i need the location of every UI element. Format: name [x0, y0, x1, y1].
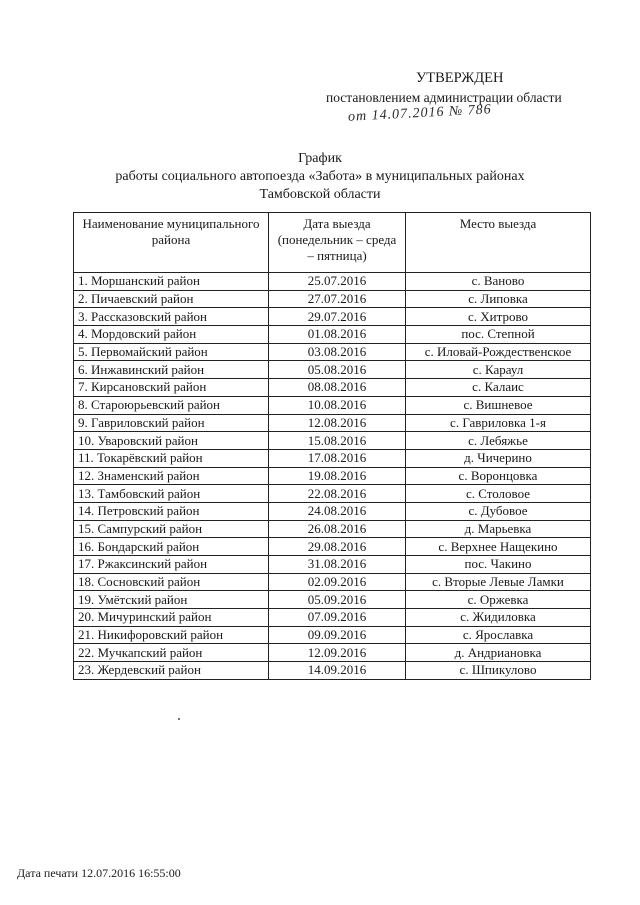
table-row: [74, 662, 591, 680]
district-cell: 8. Староюрьевский район: [74, 396, 269, 414]
place-cell: с. Калаис: [406, 379, 591, 397]
district-cell: 22. Мучкапский район: [74, 644, 269, 662]
place-cell: с. Вишневое: [406, 396, 591, 414]
date-cell: 22.08.2016: [269, 485, 406, 503]
table-header-row: [74, 213, 591, 273]
place-cell: с. Вторые Левые Ламки: [406, 573, 591, 591]
date-cell: 12.09.2016: [269, 644, 406, 662]
table-row: [74, 432, 591, 450]
date-cell: 31.08.2016: [269, 556, 406, 574]
district-cell: 16. Бондарский район: [74, 538, 269, 556]
place-cell: д. Андриановка: [406, 644, 591, 662]
district-cell: 20. Мичуринский район: [74, 609, 269, 627]
table-row: [74, 290, 591, 308]
place-cell: с. Верхнее Нащекино: [406, 538, 591, 556]
table-row: [74, 556, 591, 574]
place-cell: с. Жидиловка: [406, 609, 591, 627]
place-cell: с. Шпикулово: [406, 662, 591, 680]
district-cell: 11. Токарёвский район: [74, 449, 269, 467]
place-cell: с. Столовое: [406, 485, 591, 503]
table-row: [74, 308, 591, 326]
table-row: [74, 361, 591, 379]
title-line-2: работы социального автопоезда «Забота» в муниципальных районах: [115, 169, 525, 184]
table-row: [74, 449, 591, 467]
place-cell: д. Марьевка: [406, 520, 591, 538]
table-row: [74, 396, 591, 414]
place-cell: с. Дубовое: [406, 502, 591, 520]
place-cell: с. Лебяжье: [406, 432, 591, 450]
date-cell: 03.08.2016: [269, 343, 406, 361]
place-cell: с. Хитрово: [406, 308, 591, 326]
date-cell: 09.09.2016: [269, 626, 406, 644]
date-cell: 05.08.2016: [269, 361, 406, 379]
date-cell: 24.08.2016: [269, 502, 406, 520]
table-row: [74, 379, 591, 397]
scan-speck: [178, 718, 180, 720]
date-cell: 15.08.2016: [269, 432, 406, 450]
table-row: [74, 467, 591, 485]
date-cell: 14.09.2016: [269, 662, 406, 680]
date-cell: 12.08.2016: [269, 414, 406, 432]
date-cell: 02.09.2016: [269, 573, 406, 591]
place-cell: с. Липовка: [406, 290, 591, 308]
table-row: [74, 520, 591, 538]
approved-heading: УТВЕРЖДЕН: [416, 70, 504, 86]
district-cell: 15. Сампурский район: [74, 520, 269, 538]
district-cell: 21. Никифоровский район: [74, 626, 269, 644]
table-row: [74, 273, 591, 291]
table-row: [74, 609, 591, 627]
district-cell: 7. Кирсановский район: [74, 379, 269, 397]
decree-text: постановлением администрации области: [326, 90, 562, 105]
district-cell: 12. Знаменский район: [74, 467, 269, 485]
district-cell: 9. Гавриловский район: [74, 414, 269, 432]
district-cell: 2. Пичаевский район: [74, 290, 269, 308]
header-district: Наименование муниципального района: [74, 213, 269, 273]
date-cell: 27.07.2016: [269, 290, 406, 308]
document-title: [0, 150, 640, 204]
district-cell: 4. Мордовский район: [74, 326, 269, 344]
schedule-table: [73, 212, 591, 680]
place-cell: с. Караул: [406, 361, 591, 379]
district-cell: 1. Моршанский район: [74, 273, 269, 291]
table-row: [74, 414, 591, 432]
place-cell: пос. Чакино: [406, 556, 591, 574]
table-row: [74, 485, 591, 503]
place-cell: с. Вановo: [406, 273, 591, 291]
table-row: [74, 502, 591, 520]
place-cell: д. Чичерино: [406, 449, 591, 467]
district-cell: 13. Тамбовский район: [74, 485, 269, 503]
date-cell: 07.09.2016: [269, 609, 406, 627]
date-cell: 08.08.2016: [269, 379, 406, 397]
district-cell: 5. Первомайский район: [74, 343, 269, 361]
district-cell: 23. Жердевский район: [74, 662, 269, 680]
table-row: [74, 326, 591, 344]
handwritten-decree-number: от 14.07.2016 № 786: [347, 102, 493, 125]
header-date: Дата выезда (понедельник – среда – пятница): [269, 213, 406, 273]
district-cell: 14. Петровский район: [74, 502, 269, 520]
district-cell: 17. Ржаксинский район: [74, 556, 269, 574]
date-cell: 01.08.2016: [269, 326, 406, 344]
date-cell: 29.08.2016: [269, 538, 406, 556]
date-cell: 25.07.2016: [269, 273, 406, 291]
place-cell: пос. Степной: [406, 326, 591, 344]
district-cell: 3. Рассказовский район: [74, 308, 269, 326]
title-line-3: Тамбовской области: [259, 187, 381, 202]
date-cell: 26.08.2016: [269, 520, 406, 538]
table-row: [74, 644, 591, 662]
table-row: [74, 343, 591, 361]
date-cell: 05.09.2016: [269, 591, 406, 609]
district-cell: 10. Уваровский район: [74, 432, 269, 450]
place-cell: с. Иловай-Рождественское: [406, 343, 591, 361]
header-place: Место выезда: [406, 213, 591, 273]
table-row: [74, 591, 591, 609]
place-cell: с. Ярославка: [406, 626, 591, 644]
place-cell: с. Оржевка: [406, 591, 591, 609]
date-cell: 10.08.2016: [269, 396, 406, 414]
table-row: [74, 573, 591, 591]
table-row: [74, 626, 591, 644]
place-cell: с. Воронцовка: [406, 467, 591, 485]
print-date: Дата печати 12.07.2016 16:55:00: [17, 866, 181, 880]
district-cell: 6. Инжавинский район: [74, 361, 269, 379]
title-line-1: График: [298, 151, 342, 166]
date-cell: 19.08.2016: [269, 467, 406, 485]
district-cell: 19. Умётский район: [74, 591, 269, 609]
district-cell: 18. Сосновский район: [74, 573, 269, 591]
date-cell: 29.07.2016: [269, 308, 406, 326]
place-cell: с. Гавриловка 1-я: [406, 414, 591, 432]
date-cell: 17.08.2016: [269, 449, 406, 467]
table-row: [74, 538, 591, 556]
